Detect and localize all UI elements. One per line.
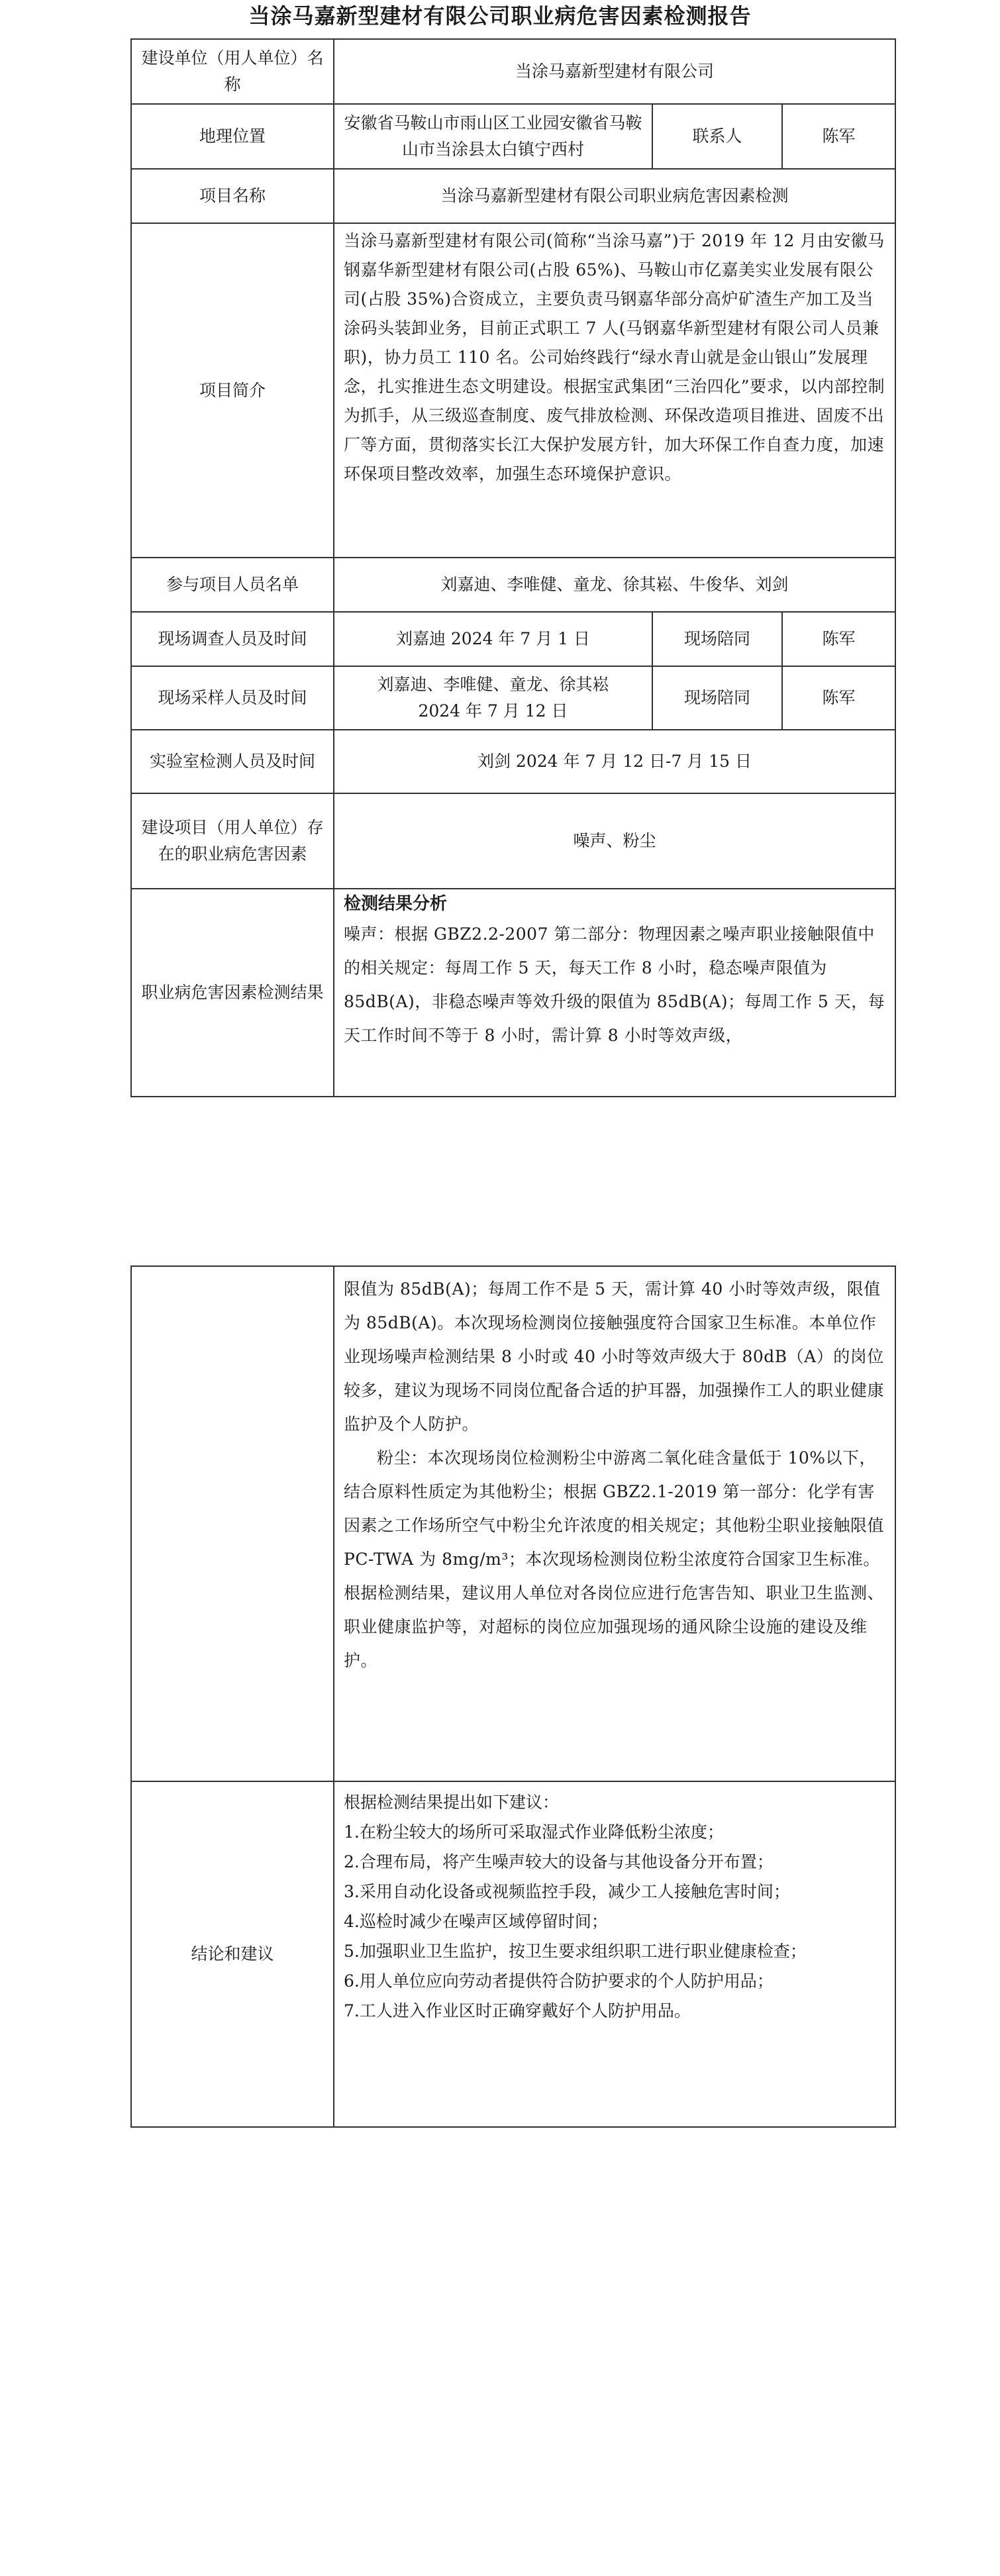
row-lab — [132, 729, 895, 793]
results-noise-text-part2: 限值为 85dB(A)；每周工作不是 5 天，需计算 40 小时等效声级，限值为 85dB(A)。本次现场检测岗位接触强度符合国家卫生标准。本单位作业现场噪声检测结果 8 小时或 40 小时等效声级大于 80dB（A）的岗位较多，建议为现场不同岗位配备合适的护耳器，加强操作工人的职业健康监护及个人防护。 — [344, 1279, 885, 1434]
members-value: 刘嘉迪、李唯健、童龙、徐其崧、牛俊华、刘剑 — [333, 558, 895, 611]
row-project — [132, 168, 895, 223]
contact-value: 陈军 — [781, 105, 895, 168]
row-location — [132, 103, 895, 168]
lab-label: 实验室检测人员及时间 — [149, 752, 315, 771]
results-label: 职业病危害因素检测结果 — [141, 983, 324, 1002]
location-value: 安徽省马鞍山市雨山区工业园安徽省马鞍山市当涂县太白镇宁西村 — [333, 105, 652, 168]
contact-label: 联系人 — [652, 105, 781, 168]
row-intro — [132, 223, 895, 557]
conclusion-item: 4.巡检时减少在噪声区域停留时间； — [344, 1912, 608, 1931]
sampling-escort-label: 现场陪同 — [652, 667, 781, 729]
row-results-part1 — [132, 888, 895, 1096]
results-cell-page-2 — [333, 1267, 895, 1781]
sampling-escort-value: 陈军 — [781, 667, 895, 729]
row-sampling — [132, 666, 895, 729]
conclusion-intro: 根据检测结果提出如下建议： — [344, 1793, 560, 1812]
conclusion-item: 1.在粉尘较大的场所可采取湿式作业降低粉尘浓度； — [344, 1822, 724, 1842]
sampling-people: 刘嘉迪、李唯健、童龙、徐其崧 — [377, 675, 609, 694]
results-noise-text-part1: 噪声：根据 GBZ2.2-2007 第二部分：物理因素之噪声职业接触限值中的相关规定：每周工作 5 天，每天工作 8 小时，稳态噪声限值为 85dB(A)，非稳态噪声等效升级的限值为 85dB(A)；每周工作 5 天，每天工作时间不等于 8 小时，需计算 8 小时等效声级， — [344, 924, 885, 1045]
sampling-label: 现场采样人员及时间 — [158, 688, 307, 707]
conclusion-item: 6.用人单位应向劳动者提供符合防护要求的个人防护用品； — [344, 1971, 774, 1991]
row-conclusion — [132, 1781, 895, 2126]
intro-cell — [333, 224, 895, 557]
project-label: 项目名称 — [199, 186, 266, 205]
location-label: 地理位置 — [199, 126, 266, 146]
intro-label: 项目简介 — [199, 380, 266, 400]
survey-escort-value: 陈军 — [781, 613, 895, 666]
hazards-label: 建设项目（用人单位）存在的职业病危害因素 — [141, 818, 324, 864]
hazards-value: 噪声、粉尘 — [333, 794, 895, 888]
unit-value: 当涂马嘉新型建材有限公司 — [333, 40, 895, 103]
conclusion-item: 7.工人进入作业区时正确穿戴好个人防护用品。 — [344, 2001, 691, 2020]
results-cell-page-1 — [333, 889, 895, 1096]
row-hazards — [132, 793, 895, 888]
sampling-date: 2024 年 7 月 12 日 — [418, 701, 568, 720]
row-results-continued — [132, 1267, 895, 1781]
survey-value: 刘嘉迪 2024 年 7 月 1 日 — [333, 613, 652, 666]
results-label-continued — [132, 1267, 333, 1781]
lab-value: 刘剑 2024 年 7 月 12 日-7 月 15 日 — [333, 730, 895, 793]
results-dust-text: 粉尘：本次现场岗位检测粉尘中游离二氧化硅含量低于 10%以下，结合原料性质定为其他粉尘；根据 GBZ2.1-2019 第一部分：化学有害因素之工作场所空气中粉尘允许浓度的相关规定；其他粉尘职业接触限值 PC-TWA 为 8mg/m³；本次现场检测岗位粉尘浓度符合国家卫生标准。根据检测结果，建议用人单位对各岗位应进行危害告知、职业卫生监测、职业健康监护等，对超标的岗位应加强现场的通风除尘设施的建设及维护。 — [344, 1448, 885, 1670]
row-unit — [132, 40, 895, 103]
conclusion-item: 2.合理布局，将产生噪声较大的设备与其他设备分开布置； — [344, 1852, 774, 1871]
results-heading: 检测结果分析 — [344, 894, 448, 914]
report-title: 当涂马嘉新型建材有限公司职业病危害因素检测报告 — [248, 3, 752, 28]
report-table-page-2 — [130, 1265, 896, 2128]
survey-escort-label: 现场陪同 — [652, 613, 781, 666]
survey-label: 现场调查人员及时间 — [158, 629, 307, 648]
row-members — [132, 557, 895, 611]
conclusion-cell — [333, 1782, 895, 2126]
row-survey — [132, 611, 895, 666]
unit-label: 建设单位（用人单位）名称 — [141, 48, 324, 94]
intro-text: 当涂马嘉新型建材有限公司(简称“当涂马嘉”)于 2019 年 12 月由安徽马钢嘉华新型建材有限公司(占股 65%)、马鞍山市亿嘉美实业发展有限公司(占股 35%)合资成立，主要负责马钢嘉华部分高炉矿渣生产加工及当涂码头装卸业务，目前正式职工 7 人(马钢嘉华新型建材有限公司人员兼职)，协力员工 110 名。公司始终践行“绿水青山就是金山银山”发展理念，扎实推进生态文明建设。根据宝武集团“三治四化”要求，以内部控制为抓手，从三级巡查制度、废气排放检测、环保改造项目推进、固废不出厂等方面，贯彻落实长江大保护发展方针，加大环保工作自查力度，加速环保项目整改效率，加强生态环境保护意识。 — [344, 231, 885, 483]
sampling-value — [333, 667, 652, 729]
members-label: 参与项目人员名单 — [166, 575, 299, 594]
conclusion-item: 3.采用自动化设备或视频监控手段，减少工人接触危害时间； — [344, 1882, 790, 1901]
project-value: 当涂马嘉新型建材有限公司职业病危害因素检测 — [333, 170, 895, 223]
conclusion-item: 5.加强职业卫生监护，按卫生要求组织职工进行职业健康检查； — [344, 1942, 807, 1961]
report-table-page-1 — [130, 38, 896, 1097]
conclusion-label: 结论和建议 — [191, 1944, 274, 1963]
